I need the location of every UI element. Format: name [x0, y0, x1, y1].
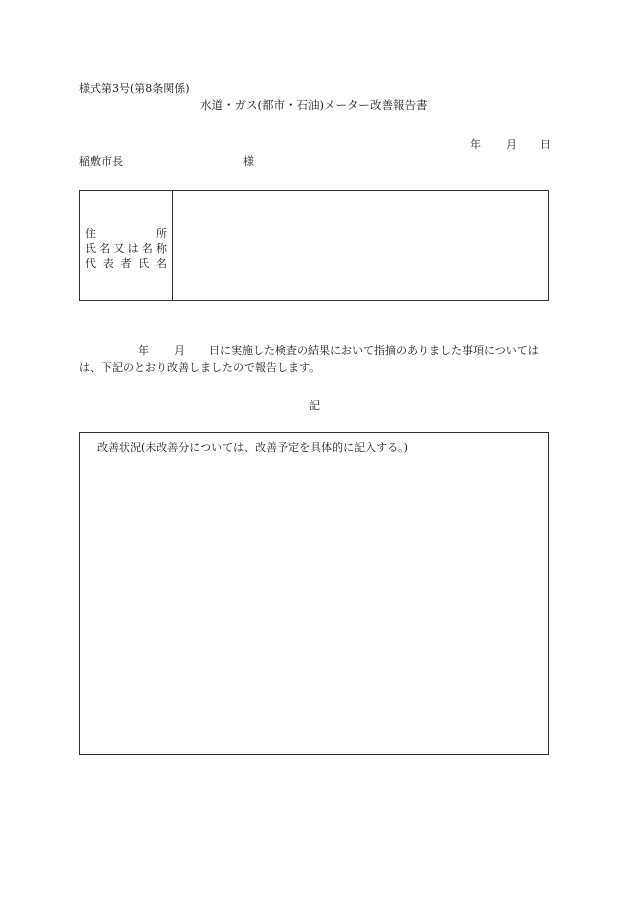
body-text-line-2: は、下記のとおり改善しましたので報告します。: [79, 361, 321, 374]
addressee-honorific: 様: [243, 155, 254, 168]
applicant-entry-field[interactable]: [173, 191, 548, 300]
document-title: 水道・ガス(都市・石油)メーター改善報告書: [200, 98, 428, 112]
addressee-name: 稲敷市長: [79, 155, 123, 168]
date-month-label: 月: [506, 138, 517, 151]
body-year-label: 年: [138, 344, 149, 357]
date-day-label: 日: [540, 138, 551, 151]
label-address: 住所: [85, 227, 167, 240]
applicant-info-box: [79, 190, 549, 301]
date-year-label: 年: [470, 138, 481, 151]
form-number: 様式第3号(第8条関係): [79, 82, 190, 95]
label-representative-name: 代表者氏名: [85, 257, 167, 270]
ki-heading: 記: [309, 399, 320, 412]
improvement-status-box[interactable]: [79, 432, 549, 755]
body-month-label: 月: [174, 344, 185, 357]
body-text-line-1: 日に実施した検査の結果において指摘のありました事項については: [209, 344, 539, 357]
applicant-labels: [85, 226, 167, 271]
improvement-status-heading: 改善状況(未改善分については、改善予定を具体的に記入する。): [97, 441, 408, 454]
label-name-or-company: 氏名又は名称: [85, 242, 167, 255]
